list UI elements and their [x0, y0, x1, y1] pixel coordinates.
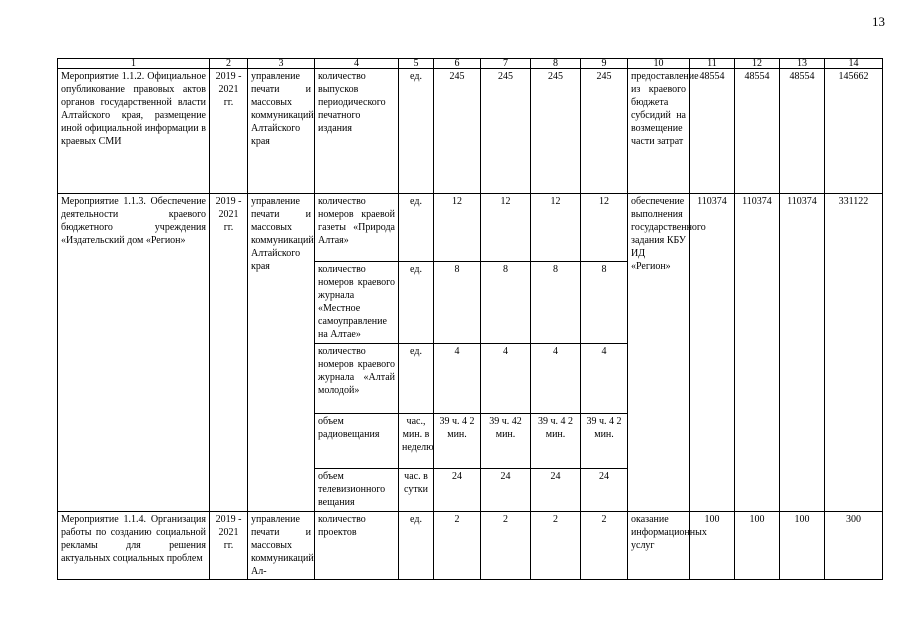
column-number: 8 — [531, 59, 581, 69]
measure-name: Мероприятие 1.1.3. Обеспечение деятельности краевого бюджетного учреждения «Издательский дом «Регион» — [58, 194, 210, 512]
indicator-value: 24 — [481, 469, 531, 512]
indicator-unit: ед. — [399, 69, 434, 194]
indicator-value: 4 — [481, 344, 531, 414]
table-row — [58, 512, 883, 580]
column-number: 13 — [780, 59, 825, 69]
funding-amount: 48554 — [690, 69, 735, 194]
indicator-value: 8 — [434, 262, 481, 344]
column-number: 10 — [628, 59, 690, 69]
funding-amount: 100 — [735, 512, 780, 580]
funding-total: 331122 — [825, 194, 883, 512]
indicator-value: 245 — [481, 69, 531, 194]
funding-amount: 100 — [780, 512, 825, 580]
table-row — [58, 69, 883, 194]
indicator-value: 8 — [581, 262, 628, 344]
column-number: 7 — [481, 59, 531, 69]
column-number: 9 — [581, 59, 628, 69]
indicator-unit: ед. — [399, 262, 434, 344]
indicator-value: 2 — [531, 512, 581, 580]
indicator-value: 245 — [581, 69, 628, 194]
program-table — [57, 58, 883, 580]
indicator-value: 8 — [481, 262, 531, 344]
indicator-value: 12 — [531, 194, 581, 262]
indicator-value: 2 — [434, 512, 481, 580]
indicator-value: 245 — [434, 69, 481, 194]
indicator-value: 12 — [581, 194, 628, 262]
column-number: 3 — [248, 59, 315, 69]
indicator-unit: ед. — [399, 194, 434, 262]
indicator-value: 12 — [434, 194, 481, 262]
measure-executor: управление печати и массовых коммуникаций Алтайского края — [248, 194, 315, 512]
indicator-name: количество проектов — [315, 512, 399, 580]
funding-source: обеспечение выполнения государственного задания КБУ ИД «Регион» — [628, 194, 690, 512]
indicator-unit: час. в сутки — [399, 469, 434, 512]
indicator-unit: час., мин. в неделю — [399, 414, 434, 469]
measure-executor: управление печати и массовых коммуникаций Алтайского края — [248, 69, 315, 194]
indicator-unit: ед. — [399, 344, 434, 414]
indicator-unit: ед. — [399, 512, 434, 580]
indicator-value: 39 ч. 4 2 мин. — [531, 414, 581, 469]
indicator-value: 24 — [434, 469, 481, 512]
measure-executor: управление печати и массовых коммуникаций Ал- — [248, 512, 315, 580]
indicator-value: 39 ч. 42 мин. — [481, 414, 531, 469]
measure-name: Мероприятие 1.1.2. Официальное опубликование правовых актов органов государственной власти Алтайского края, размещение иной официальной информации в краевых СМИ — [58, 69, 210, 194]
column-number: 6 — [434, 59, 481, 69]
indicator-value: 245 — [531, 69, 581, 194]
funding-source: оказание информационных услуг — [628, 512, 690, 580]
column-number: 12 — [735, 59, 780, 69]
column-number: 1 — [58, 59, 210, 69]
funding-total: 300 — [825, 512, 883, 580]
indicator-value: 12 — [481, 194, 531, 262]
indicator-value: 2 — [481, 512, 531, 580]
indicator-value: 24 — [581, 469, 628, 512]
measure-period: 2019 - 2021 гг. — [210, 194, 248, 512]
funding-amount: 110374 — [780, 194, 825, 512]
indicator-value: 4 — [581, 344, 628, 414]
indicator-value: 2 — [581, 512, 628, 580]
page-number: 13 — [872, 14, 885, 29]
funding-source: предоставление из краевого бюджета субсидий на возмещение части затрат — [628, 69, 690, 194]
measure-name: Мероприятие 1.1.4. Организация работы по созданию социальной рекламы для решения актуальных социальных проблем — [58, 512, 210, 580]
funding-amount: 48554 — [780, 69, 825, 194]
funding-amount: 110374 — [735, 194, 780, 512]
column-number: 2 — [210, 59, 248, 69]
column-number: 5 — [399, 59, 434, 69]
table-row — [58, 194, 883, 262]
indicator-value: 8 — [531, 262, 581, 344]
indicator-name: количество номеров краевого журнала «Алтай молодой» — [315, 344, 399, 414]
indicator-value: 24 — [531, 469, 581, 512]
indicator-value: 4 — [531, 344, 581, 414]
indicator-name: количество номеров краевого журнала «Местное самоуправление на Алтае» — [315, 262, 399, 344]
indicator-value: 39 ч. 4 2 мин. — [581, 414, 628, 469]
indicator-name: объем телевизионного вещания — [315, 469, 399, 512]
funding-total: 145662 — [825, 69, 883, 194]
indicator-name: количество номеров краевой газеты «Природа Алтая» — [315, 194, 399, 262]
column-number-row — [58, 59, 883, 69]
column-number: 14 — [825, 59, 883, 69]
column-number: 4 — [315, 59, 399, 69]
indicator-name: объем радиовещания — [315, 414, 399, 469]
indicator-name: количество выпусков периодического печатного издания — [315, 69, 399, 194]
measure-period: 2019 - 2021 гг. — [210, 512, 248, 580]
funding-amount: 48554 — [735, 69, 780, 194]
funding-amount: 110374 — [690, 194, 735, 512]
indicator-value: 4 — [434, 344, 481, 414]
indicator-value: 39 ч. 4 2 мин. — [434, 414, 481, 469]
measure-period: 2019 - 2021 гг. — [210, 69, 248, 194]
column-number: 11 — [690, 59, 735, 69]
funding-amount: 100 — [690, 512, 735, 580]
